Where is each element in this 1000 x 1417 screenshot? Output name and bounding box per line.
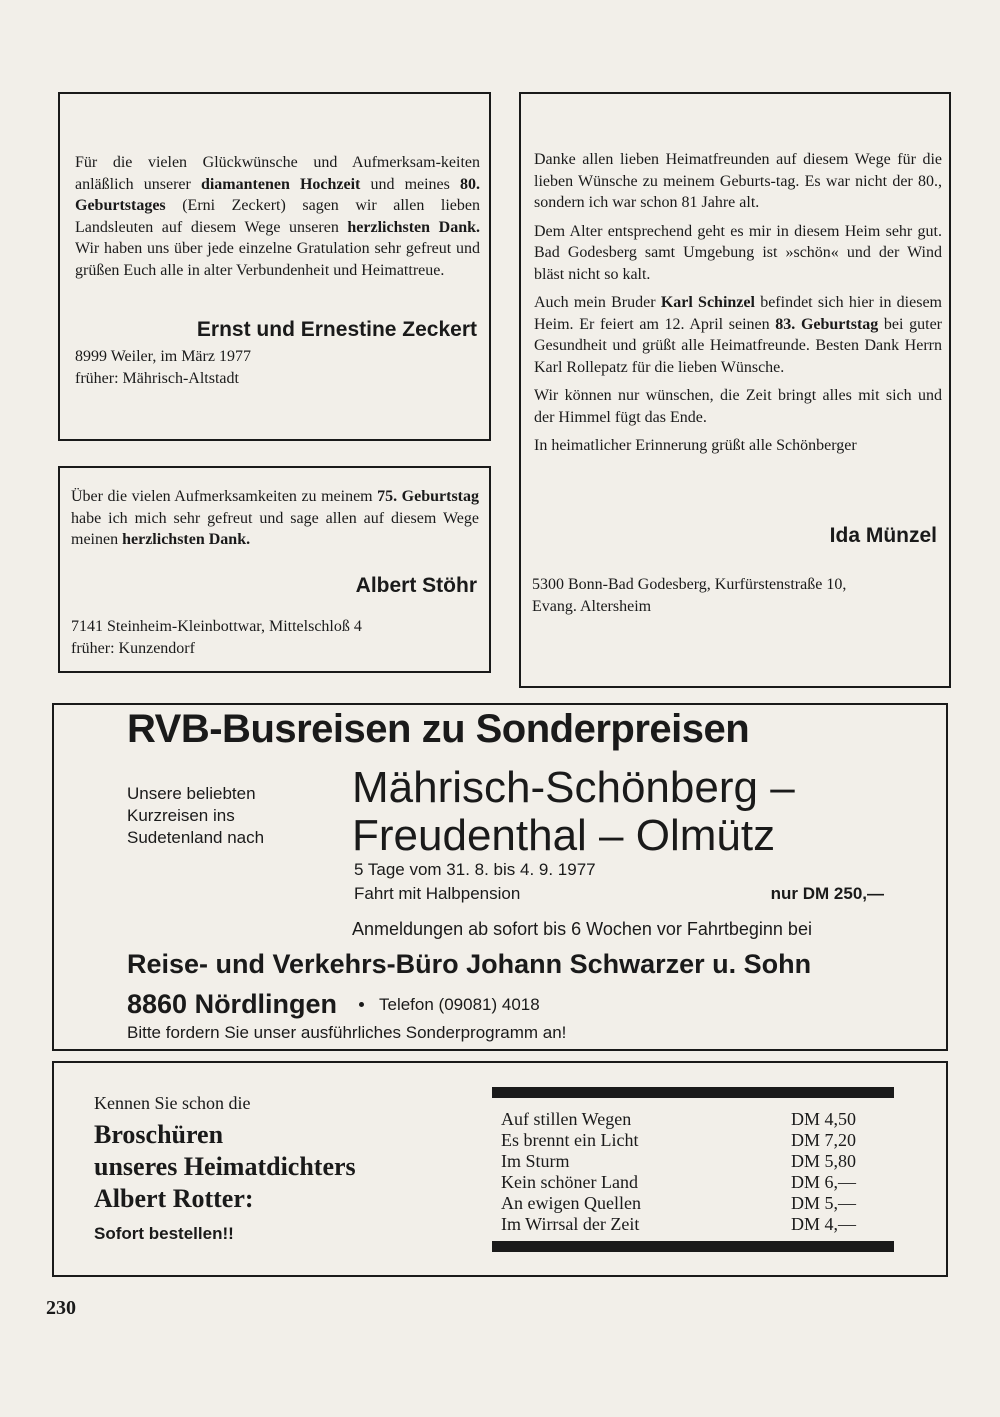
brochure-price: DM 7,20	[791, 1130, 857, 1150]
brochure-title: Kein schöner Land	[501, 1172, 638, 1192]
text-segment: habe ich mich sehr gefreut und sage allen auf diesem Wege meinen	[71, 509, 479, 548]
program-request: Bitte fordern Sie unser ausführliches Sonderprogramm an!	[127, 1023, 567, 1042]
destination-line: Freudenthal – Olmütz	[352, 811, 776, 860]
bold-segment: diamantenen Hochzeit	[200, 175, 361, 193]
brochure-title: Es brennt ein Licht	[501, 1130, 639, 1150]
location-line: Evang. Altersheim	[532, 597, 652, 615]
bottom-rule	[492, 1241, 894, 1252]
destination-line: Mährisch-Schönberg –	[352, 763, 795, 812]
text-segment: Über die vielen Aufmerksamkeiten zu meinem	[71, 488, 378, 505]
bold-segment: Karl Schinzel	[660, 294, 755, 311]
intro-line: Sudetenland nach	[127, 828, 265, 847]
notice-body	[534, 149, 942, 464]
notice-stoehr	[58, 466, 491, 673]
notice-muenzel	[519, 92, 951, 688]
signature: Ernst und Ernestine Zeckert	[196, 318, 477, 341]
signature: Albert Stöhr	[355, 574, 477, 597]
brochure-price: DM 5,80	[791, 1151, 857, 1171]
order-call: Sofort bestellen!!	[94, 1224, 234, 1243]
bold-segment: 80. Geburtstages	[75, 175, 480, 214]
trip-price: nur DM 250,—	[770, 884, 884, 903]
list-item	[501, 1109, 881, 1130]
bullet-icon	[359, 1002, 364, 1007]
bus-trip-advertisement	[52, 703, 948, 1051]
location	[71, 616, 362, 659]
location-line: 7141 Steinheim-Kleinbottwar, Mittelschloß 4	[71, 618, 362, 635]
ad-title: RVB-Busreisen zu Sonderpreisen	[127, 707, 750, 751]
bold-segment: 75. Geburtstag	[377, 488, 480, 505]
trip-type: Fahrt mit Halbpension	[354, 884, 521, 903]
bold-segment: herzlichsten Dank.	[122, 531, 251, 548]
brochure-price-list	[501, 1109, 881, 1235]
paragraph	[534, 292, 942, 378]
brochure-price: DM 4,50	[791, 1109, 857, 1129]
intro-line: Unsere beliebten	[127, 784, 256, 803]
notice-body	[75, 152, 480, 281]
agency-name: Reise- und Verkehrs-Büro Johann Schwarzer u. Sohn	[127, 949, 812, 979]
text-segment: befindet sich hier in diesem Heim. Er feiert am 12. April seinen	[534, 294, 943, 333]
brochure-title: An ewigen Quellen	[501, 1193, 641, 1213]
brochure-question: Kennen Sie schon die	[94, 1093, 251, 1113]
brochure-headline	[94, 1119, 356, 1215]
list-item	[501, 1214, 881, 1235]
brochure-title: Im Wirrsal der Zeit	[501, 1214, 640, 1234]
text-segment: (Erni Zeckert) sagen wir allen lieben Landsleuten auf diesem Wege unseren	[75, 197, 480, 236]
brochure-price: DM 5,—	[791, 1193, 857, 1213]
agency-phone: Telefon (09081) 4018	[379, 995, 540, 1014]
bold-segment: herzlichsten Dank.	[347, 218, 480, 236]
text-segment: Auch mein Bruder	[534, 294, 661, 311]
intro-line: Kurzreisen ins	[127, 806, 235, 825]
brochure-price: DM 4,—	[791, 1214, 857, 1234]
signature: Ida Münzel	[829, 524, 937, 547]
brochure-advertisement	[52, 1061, 948, 1277]
location	[532, 574, 942, 617]
list-item	[501, 1193, 881, 1214]
paragraph: Dem Alter entsprechend geht es mir in diesem Heim sehr gut. Bad Godesberg samt Umgebung ist »schön« und der Wind bläst nicht so kalt.	[534, 222, 942, 283]
headline-line: Albert Rotter:	[94, 1184, 254, 1213]
agency-city: 8860 Nördlingen	[127, 989, 338, 1019]
headline-line: Broschüren	[94, 1120, 224, 1149]
location-line: früher: Kunzendorf	[71, 639, 195, 657]
list-item	[501, 1130, 881, 1151]
paragraph: Wir können nur wünschen, die Zeit bringt alles mit sich und der Himmel fügt das Ende.	[534, 387, 942, 426]
ad-intro	[127, 783, 264, 849]
text-segment: bei guter Gesundheit und grüßt alle Heimatfreunde. Besten Dank Herrn Karl Rollepatz für die lieben Wünsche.	[534, 315, 943, 376]
brochure-title: Im Sturm	[501, 1151, 570, 1171]
text-segment: Wir haben uns über jede einzelne Gratulation sehr gefreut und grüßen Euch alle in alter Verbundenheit und Heimattreue.	[75, 240, 480, 279]
brochure-title: Auf stillen Wegen	[501, 1109, 632, 1129]
bold-segment: 83. Geburtstag	[775, 315, 879, 333]
location-line: 8999 Weiler, im März 1977	[75, 348, 251, 365]
top-rule	[492, 1087, 894, 1098]
notice-zeckert	[58, 92, 491, 441]
text-segment: Für die vielen Glückwünsche und Aufmerksam-keiten anläßlich unserer	[75, 154, 480, 193]
paragraph: In heimatlicher Erinnerung grüßt alle Schönberger	[534, 437, 857, 454]
brochure-price: DM 6,—	[791, 1172, 857, 1192]
list-item	[501, 1172, 881, 1193]
location	[75, 346, 251, 389]
paragraph: Danke allen lieben Heimatfreunden auf diesem Wege für die lieben Wünsche zu meinem Geburts-tag. Es war nicht der 80., sondern ich war schon 81 Jahre alt.	[534, 151, 942, 211]
page-number: 230	[46, 1297, 76, 1319]
location-line: 5300 Bonn-Bad Godesberg, Kurfürstenstraße 10,	[532, 576, 847, 593]
text-segment: und meines	[360, 175, 460, 193]
signup-notice: Anmeldungen ab sofort bis 6 Wochen vor Fahrtbeginn bei	[352, 919, 812, 939]
trip-dates: 5 Tage vom 31. 8. bis 4. 9. 1977	[354, 860, 596, 879]
location-line: früher: Mährisch-Altstadt	[75, 369, 239, 387]
list-item	[501, 1151, 881, 1172]
notice-body	[71, 486, 479, 551]
headline-line: unseres Heimatdichters	[94, 1152, 356, 1181]
